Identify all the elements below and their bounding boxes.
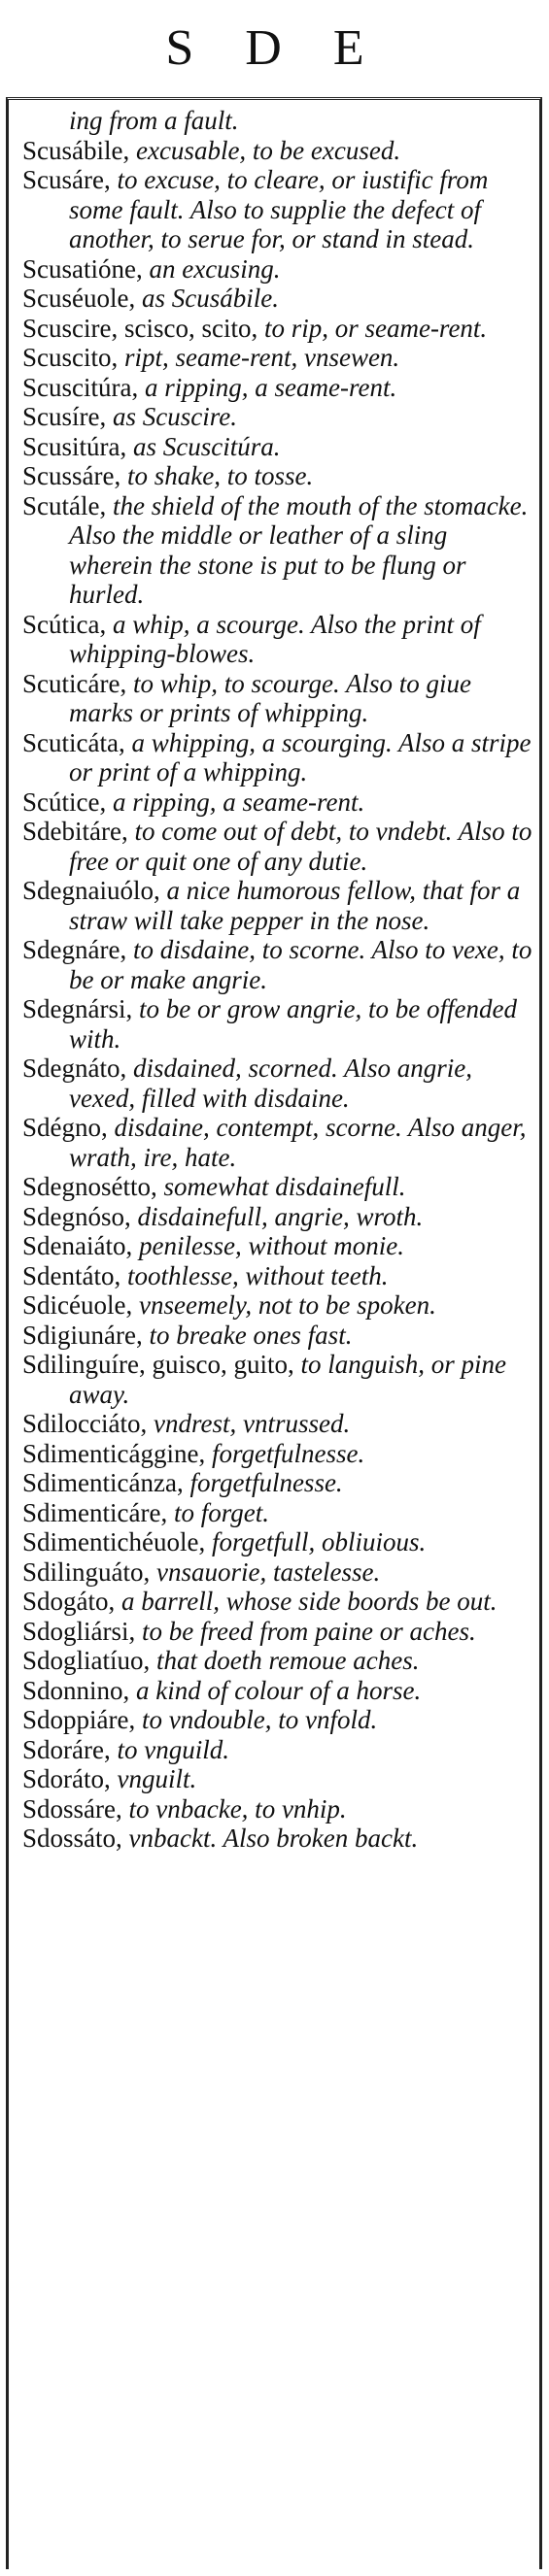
dictionary-entry <box>22 314 532 344</box>
entry-headword: Scuscito, <box>22 343 119 372</box>
entry-headword: Scutále, <box>22 490 107 520</box>
entry-definition: disdainefull, angrie, wroth. <box>130 1201 424 1231</box>
entry-definition: as Scuscire. <box>106 402 237 431</box>
dictionary-entry <box>22 1231 532 1261</box>
entry-definition: forgetfull, obliuious. <box>205 1527 427 1556</box>
entry-definition: to vnbacke, to vnhip. <box>121 1793 347 1823</box>
entry-definition: vnguilt. <box>110 1764 197 1793</box>
entry-headword: Scusatióne, <box>22 253 143 284</box>
entry-definition: a kind of colour of a horse. <box>129 1675 422 1705</box>
entry-headword: Sdigiunáre, <box>22 1320 143 1350</box>
entry-definition: to vndouble, to vnfold. <box>135 1705 378 1734</box>
entry-headword: Sdoráto, <box>22 1764 111 1793</box>
dictionary-entry <box>22 935 532 994</box>
dictionary-entry <box>22 1676 532 1706</box>
entry-headword: Sdilocciáto, <box>22 1409 148 1438</box>
dictionary-entry <box>22 787 532 818</box>
entry-definition: a nice humorous fellow, that for a straw will take pepper in the nose. <box>69 876 521 935</box>
entry-headword: Sdilinguáto, <box>22 1556 151 1587</box>
dictionary-entry <box>22 1646 532 1676</box>
entry-headword: Sdegnosétto, <box>22 1172 157 1201</box>
entry-definition: somewhat disdainefull. <box>156 1172 406 1201</box>
entry-definition: as Scusábile. <box>135 284 279 313</box>
dictionary-entry <box>22 728 532 787</box>
entry-headword: Sdoppiáre, <box>22 1705 136 1734</box>
entry-definition: vnsauorie, tastelesse. <box>150 1556 381 1587</box>
dictionary-entry <box>22 994 532 1054</box>
entry-definition: to come out of debt, to vndebt. Also to free or quit one of any dutie. <box>69 817 532 876</box>
dictionary-entry <box>22 1468 532 1498</box>
entry-headword: Sdogliatíuo, <box>22 1646 151 1675</box>
dictionary-entry <box>22 1321 532 1351</box>
entry-definition: to forget. <box>167 1497 269 1527</box>
entry-definition: to shake, to tosse. <box>120 461 314 490</box>
entry-definition: to languish, or pine away. <box>69 1350 507 1409</box>
entry-headword: Scuscire, scisco, scito, <box>22 313 258 343</box>
dictionary-entry <box>22 1498 532 1528</box>
entry-definition: to whip, to scourge. Also to giue marks or prints of whipping. <box>69 668 471 727</box>
dictionary-entry <box>22 284 532 314</box>
entry-definition: vnbackt. Also broken backt. <box>121 1823 419 1853</box>
dictionary-entry <box>22 1794 532 1824</box>
dictionary-entry <box>22 817 532 876</box>
dictionary-entry <box>22 1202 532 1232</box>
entry-headword: Sdossáto, <box>22 1823 122 1853</box>
entry-headword: Sdogáto, <box>22 1587 116 1616</box>
dictionary-entry <box>22 1764 532 1794</box>
entry-headword: Sdicéuole, <box>22 1290 133 1320</box>
dictionary-entry <box>22 343 532 373</box>
entry-definition: toothlesse, without teeth. <box>120 1260 389 1290</box>
dictionary-entry <box>22 669 532 728</box>
entry-headword: Sdenaiáto, <box>22 1231 133 1260</box>
entry-definition: ing from a fault. <box>69 106 239 135</box>
entry-definition: to breake ones fast. <box>142 1320 353 1350</box>
entry-definition: to disdaine, to scorne. Also to vexe, to be or make angrie. <box>69 935 532 994</box>
entry-headword: Sdoráre, <box>22 1734 111 1764</box>
entry-definition: that doeth remoue aches. <box>150 1646 420 1675</box>
dictionary-entry <box>22 1735 532 1765</box>
dictionary-entry <box>22 1705 532 1735</box>
entry-definition: disdaine, contempt, scorne. Also anger, wrath, ire, hate. <box>69 1113 527 1172</box>
dictionary-entry <box>22 1587 532 1617</box>
dictionary-entry <box>22 1054 532 1113</box>
entry-headword: Sdilinguíre, guisco, guito, <box>22 1350 294 1379</box>
dictionary-entry <box>22 1172 532 1202</box>
dictionary-entries <box>22 106 532 1854</box>
entry-definition: forgetfulnesse. <box>183 1468 343 1497</box>
entry-headword: Sdimenticáre, <box>22 1497 168 1527</box>
dictionary-entry <box>22 1350 532 1409</box>
page-title: S D E <box>165 20 384 76</box>
entry-definition: disdained, scorned. Also angrie, vexed, filled with disdaine. <box>69 1054 472 1113</box>
entry-definition: a ripping, a seame-rent. <box>106 786 365 817</box>
entry-headword: Scútice, <box>22 786 107 817</box>
dictionary-entry <box>22 402 532 432</box>
dictionary-entry <box>22 1439 532 1469</box>
entry-definition: vnseemely, not to be spoken. <box>132 1290 436 1320</box>
entry-definition: a ripping, a seame-rent. <box>138 372 397 402</box>
page-header <box>0 0 549 97</box>
entry-headword: Sdonnino, <box>22 1675 130 1705</box>
text-column <box>6 97 542 2569</box>
dictionary-entry <box>22 491 532 610</box>
entry-headword: Sdimentichéuole, <box>22 1527 206 1556</box>
entry-headword: Sdimenticánza, <box>22 1468 184 1497</box>
dictionary-entry <box>22 106 532 136</box>
entry-headword: Sdegnóso, <box>22 1201 131 1231</box>
entry-headword: Scuscitúra, <box>22 372 139 402</box>
entry-definition: forgetfulnesse. <box>205 1438 365 1468</box>
entry-headword: Scusíre, <box>22 402 107 431</box>
dictionary-entry <box>22 1823 532 1854</box>
dictionary-entry <box>22 876 532 935</box>
entry-definition: a barrell, whose side boords be out. <box>115 1587 498 1616</box>
entry-definition: a whipping, a scourging. Also a stripe or print of a whipping. <box>69 727 532 786</box>
entry-headword: Scuticáre, <box>22 668 127 698</box>
entry-headword: Scussáre, <box>22 461 121 490</box>
dictionary-entry <box>22 1290 532 1321</box>
entry-headword: Scusáre, <box>22 165 111 194</box>
entry-headword: Sdegnáto, <box>22 1054 127 1083</box>
entry-headword: Scuséuole, <box>22 284 136 313</box>
entry-headword: Sdossáre, <box>22 1793 122 1823</box>
entry-definition: as Scuscitúra. <box>126 431 281 461</box>
entry-headword: Sdogliársi, <box>22 1616 136 1646</box>
entry-headword: Sdegnársi, <box>22 994 133 1023</box>
entry-headword: Sdebitáre, <box>22 817 128 846</box>
entry-definition: ript, seame-rent, vnsewen. <box>118 343 400 372</box>
dictionary-entry <box>22 1113 532 1172</box>
entry-definition: to be freed from paine or aches. <box>135 1616 476 1646</box>
entry-headword: Sdentáto, <box>22 1260 121 1290</box>
dictionary-entry <box>22 1617 532 1647</box>
entry-headword: Scútica, <box>22 609 107 639</box>
entry-headword: Sdegnáre, <box>22 935 127 964</box>
dictionary-entry <box>22 1261 532 1291</box>
dictionary-entry <box>22 1409 532 1439</box>
entry-definition: to rip, or seame-rent. <box>257 313 488 343</box>
entry-headword: Sdegnaiuólo, <box>22 876 160 905</box>
dictionary-entry <box>22 1527 532 1557</box>
dictionary-entry <box>22 432 532 462</box>
entry-definition: to be or grow angrie, to be offended with. <box>69 994 517 1054</box>
dictionary-entry <box>22 461 532 491</box>
dictionary-entry <box>22 165 532 254</box>
entry-definition: excusable, to be excused. <box>129 135 401 165</box>
entry-definition: vndrest, vntrussed. <box>147 1409 351 1438</box>
entry-headword: Scusábile, <box>22 135 130 165</box>
entry-definition: penilesse, without monie. <box>132 1231 404 1260</box>
entry-definition: the shield of the mouth of the stomacke. Also the middle or leather of a sling wherein the stone is put to be flung or hurled. <box>69 490 529 609</box>
entry-headword: Scuticáta, <box>22 727 125 757</box>
entry-definition: to excuse, to cleare, or iustific from some fault. Also to supplie the defect of another, to serue for, or stand in stead. <box>69 165 489 253</box>
entry-headword: Sdimenticággine, <box>22 1438 206 1468</box>
entry-definition: to vnguild. <box>110 1734 229 1764</box>
entry-definition: an excusing. <box>142 253 281 284</box>
entry-headword: Sdégno, <box>22 1113 108 1142</box>
entry-headword: Scusitúra, <box>22 431 127 461</box>
dictionary-entry <box>22 1557 532 1588</box>
dictionary-entry <box>22 373 532 403</box>
entry-definition: a whip, a scourge. Also the print of whipping-blowes. <box>69 609 481 668</box>
dictionary-entry <box>22 254 532 284</box>
dictionary-entry <box>22 136 532 166</box>
dictionary-entry <box>22 610 532 669</box>
